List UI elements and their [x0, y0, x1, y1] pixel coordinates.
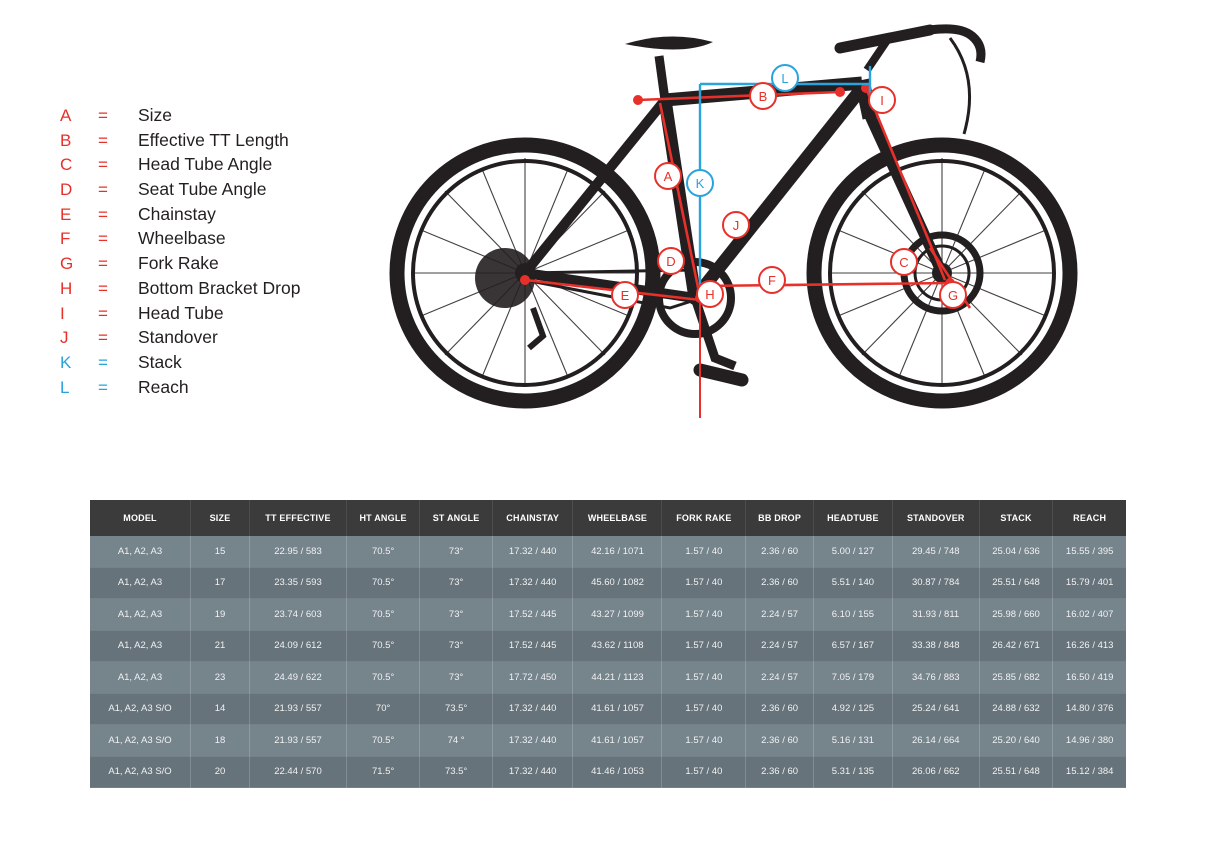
table-header [90, 500, 1126, 536]
column-header: CHAINSTAY [492, 500, 573, 536]
table-cell: 30.87 / 784 [892, 567, 979, 599]
legend-label: Standover [138, 327, 218, 348]
legend-label: Effective TT Length [138, 129, 289, 150]
table-cell: 1.57 / 40 [662, 693, 746, 725]
legend-row-b [60, 130, 390, 155]
table-cell: A1, A2, A3 [90, 599, 191, 631]
table-cell: 1.57 / 40 [662, 599, 746, 631]
legend-key: I [60, 303, 65, 323]
table-cell: 7.05 / 179 [813, 662, 892, 694]
table-cell: 29.45 / 748 [892, 536, 979, 567]
legend-label: Reach [138, 376, 189, 397]
callout-J [723, 212, 749, 238]
callout-D [658, 248, 684, 274]
callout-L [772, 65, 798, 91]
table-row [90, 630, 1126, 662]
table-cell: 15.55 / 395 [1053, 536, 1126, 567]
table-cell: 17.52 / 445 [492, 630, 573, 662]
table-cell: 2.36 / 60 [746, 567, 814, 599]
legend-row-i [60, 303, 390, 328]
legend-key: L [60, 377, 70, 397]
table-cell: 14.96 / 380 [1053, 725, 1126, 757]
geometry-spec-table [90, 500, 1126, 788]
table-cell: 20 [191, 756, 250, 788]
legend-row-l [60, 377, 390, 402]
legend-label: Wheelbase [138, 228, 226, 249]
table-cell: 70.5° [346, 536, 419, 567]
column-header: STACK [979, 500, 1053, 536]
table-cell: 24.09 / 612 [250, 630, 347, 662]
svg-text:A: A [663, 169, 673, 184]
table-cell: 45.60 / 1082 [573, 567, 662, 599]
svg-text:I: I [880, 93, 884, 108]
table-row [90, 756, 1126, 788]
column-header: FORK RAKE [662, 500, 746, 536]
column-header: BB DROP [746, 500, 814, 536]
table-cell: 70.5° [346, 599, 419, 631]
svg-text:C: C [899, 255, 909, 270]
table-cell: 5.51 / 140 [813, 567, 892, 599]
callout-C [891, 249, 917, 275]
table-cell: 42.16 / 1071 [573, 536, 662, 567]
column-header: SIZE [191, 500, 250, 536]
table-cell: 16.26 / 413 [1053, 630, 1126, 662]
legend-equals: = [98, 204, 108, 224]
table-cell: A1, A2, A3 [90, 630, 191, 662]
callout-A [655, 163, 681, 189]
column-header: TT EFFECTIVE [250, 500, 347, 536]
table-cell: 17.32 / 440 [492, 725, 573, 757]
table-cell: 5.00 / 127 [813, 536, 892, 567]
table-row [90, 599, 1126, 631]
legend-key: A [60, 106, 72, 125]
table-cell: 41.46 / 1053 [573, 756, 662, 788]
table-cell: 73.5° [420, 693, 493, 725]
table-cell: 1.57 / 40 [662, 567, 746, 599]
table-cell: 18 [191, 725, 250, 757]
table-cell: 2.36 / 60 [746, 693, 814, 725]
table-cell: 74 ° [420, 725, 493, 757]
table-cell: 43.27 / 1099 [573, 599, 662, 631]
table-cell: 73° [420, 630, 493, 662]
table-cell: 16.50 / 419 [1053, 662, 1126, 694]
legend-row-d [60, 179, 390, 204]
table-cell: 73.5° [420, 756, 493, 788]
svg-text:F: F [768, 273, 776, 288]
table-cell: 2.36 / 60 [746, 536, 814, 567]
table-cell: 2.24 / 57 [746, 662, 814, 694]
legend-equals: = [98, 106, 108, 125]
table-cell: 19 [191, 599, 250, 631]
table-row [90, 662, 1126, 694]
table-cell: 22.44 / 570 [250, 756, 347, 788]
table-cell: 41.61 / 1057 [573, 725, 662, 757]
legend-label: Head Tube Angle [138, 154, 273, 175]
column-header: HEADTUBE [813, 500, 892, 536]
table-cell: 5.31 / 135 [813, 756, 892, 788]
table-cell: 17 [191, 567, 250, 599]
legend-equals: = [98, 180, 108, 200]
table-cell: 24.49 / 622 [250, 662, 347, 694]
table-cell: 21 [191, 630, 250, 662]
legend-label: Chainstay [138, 203, 216, 224]
table-cell: 73° [420, 536, 493, 567]
legend-label: Size [138, 105, 173, 125]
table-cell: 70.5° [346, 725, 419, 757]
table-cell: 14 [191, 693, 250, 725]
table-cell: 71.5° [346, 756, 419, 788]
legend-row-f [60, 228, 390, 253]
table-cell: 1.57 / 40 [662, 630, 746, 662]
legend-equals: = [98, 278, 108, 298]
table-cell: 1.57 / 40 [662, 662, 746, 694]
table-row [90, 567, 1126, 599]
callout-E [612, 282, 638, 308]
legend-row-a [60, 105, 390, 130]
svg-text:J: J [732, 218, 740, 233]
table-cell: 15 [191, 536, 250, 567]
legend-row-j [60, 327, 390, 352]
table-cell: 6.10 / 155 [813, 599, 892, 631]
table-cell: 15.79 / 401 [1053, 567, 1126, 599]
table-cell: 41.61 / 1057 [573, 693, 662, 725]
table-cell: 25.51 / 648 [979, 567, 1053, 599]
legend [60, 105, 390, 401]
legend-label: Head Tube [138, 302, 224, 323]
legend-row-h [60, 278, 390, 303]
legend-key: K [60, 352, 72, 372]
legend-equals: = [98, 254, 108, 274]
table-cell: 25.98 / 660 [979, 599, 1053, 631]
legend-equals: = [98, 328, 108, 348]
table-cell: 73° [420, 662, 493, 694]
bike-geometry-diagram [370, 8, 1090, 448]
svg-text:K: K [695, 176, 705, 191]
svg-text:L: L [781, 71, 789, 86]
table-cell: 17.32 / 440 [492, 567, 573, 599]
column-header: HT ANGLE [346, 500, 419, 536]
table-cell: 2.36 / 60 [746, 725, 814, 757]
table-cell: 25.20 / 640 [979, 725, 1053, 757]
table-cell: 70.5° [346, 567, 419, 599]
callout-I [869, 87, 895, 113]
table-row [90, 693, 1126, 725]
table-cell: 33.38 / 848 [892, 630, 979, 662]
legend-key: F [60, 229, 71, 249]
table-cell: A1, A2, A3 [90, 536, 191, 567]
table-cell: 6.57 / 167 [813, 630, 892, 662]
legend-key: J [60, 328, 69, 348]
callout-B [750, 83, 776, 109]
callout-H [697, 281, 723, 307]
table-row [90, 536, 1126, 567]
column-header: STANDOVER [892, 500, 979, 536]
table-cell: 73° [420, 599, 493, 631]
legend-equals: = [98, 155, 108, 175]
table-cell: 5.16 / 131 [813, 725, 892, 757]
table-cell: A1, A2, A3 [90, 662, 191, 694]
legend-equals: = [98, 352, 108, 372]
table-cell: 14.80 / 376 [1053, 693, 1126, 725]
table-cell: 23.35 / 593 [250, 567, 347, 599]
legend-row-k [60, 352, 390, 377]
table-cell: A1, A2, A3 S/O [90, 693, 191, 725]
table-cell: 31.93 / 811 [892, 599, 979, 631]
table-body [90, 536, 1126, 788]
column-header: WHEELBASE [573, 500, 662, 536]
callout-F [759, 267, 785, 293]
column-header: REACH [1053, 500, 1126, 536]
table-cell: 70.5° [346, 630, 419, 662]
table-cell: 1.57 / 40 [662, 725, 746, 757]
svg-text:E: E [620, 288, 630, 303]
legend-equals: = [98, 377, 108, 397]
legend-key: C [60, 155, 73, 175]
legend-key: H [60, 278, 73, 298]
table-cell: 23.74 / 603 [250, 599, 347, 631]
svg-text:D: D [666, 254, 676, 269]
table-cell: 17.32 / 440 [492, 693, 573, 725]
table-cell: 26.42 / 671 [979, 630, 1053, 662]
table-cell: 17.52 / 445 [492, 599, 573, 631]
table-cell: 23 [191, 662, 250, 694]
table-cell: 26.06 / 662 [892, 756, 979, 788]
svg-text:B: B [758, 89, 768, 104]
callout-G [940, 282, 966, 308]
table-cell: 2.36 / 60 [746, 756, 814, 788]
callout-K [687, 170, 713, 196]
table-cell: 34.76 / 883 [892, 662, 979, 694]
table-cell: A1, A2, A3 [90, 567, 191, 599]
legend-row-c [60, 154, 390, 179]
svg-text:G: G [947, 288, 959, 303]
table-cell: 25.04 / 636 [979, 536, 1053, 567]
legend-equals: = [98, 229, 108, 249]
table-cell: 43.62 / 1108 [573, 630, 662, 662]
table-header-row [90, 500, 1126, 536]
table-cell: 15.12 / 384 [1053, 756, 1126, 788]
legend-equals: = [98, 303, 108, 323]
column-header: ST ANGLE [420, 500, 493, 536]
table-cell: 73° [420, 567, 493, 599]
legend-label: Bottom Bracket Drop [138, 277, 301, 298]
table-cell: 22.95 / 583 [250, 536, 347, 567]
table-cell: 1.57 / 40 [662, 756, 746, 788]
table-cell: 44.21 / 1123 [573, 662, 662, 694]
legend-label: Fork Rake [138, 253, 219, 274]
table-cell: 2.24 / 57 [746, 599, 814, 631]
table-cell: 1.57 / 40 [662, 536, 746, 567]
legend-key: D [60, 180, 73, 200]
table-cell: 21.93 / 557 [250, 693, 347, 725]
table-cell: 21.93 / 557 [250, 725, 347, 757]
column-header: MODEL [90, 500, 191, 536]
legend-label: Stack [138, 351, 182, 372]
legend-equals: = [98, 130, 108, 150]
table-cell: A1, A2, A3 S/O [90, 756, 191, 788]
table-cell: 25.51 / 648 [979, 756, 1053, 788]
legend-row-g [60, 253, 390, 278]
table-row [90, 725, 1126, 757]
table-cell: 17.32 / 440 [492, 536, 573, 567]
legend-key: E [60, 204, 72, 224]
legend-key: B [60, 130, 72, 150]
table-cell: 17.32 / 440 [492, 756, 573, 788]
table-cell: 4.92 / 125 [813, 693, 892, 725]
table-cell: 70.5° [346, 662, 419, 694]
table-cell: 26.14 / 664 [892, 725, 979, 757]
table-cell: 17.72 / 450 [492, 662, 573, 694]
legend-key: G [60, 254, 74, 274]
table-cell: 2.24 / 57 [746, 630, 814, 662]
table-cell: A1, A2, A3 S/O [90, 725, 191, 757]
table-cell: 25.85 / 682 [979, 662, 1053, 694]
legend-row-e [60, 204, 390, 229]
table-cell: 24.88 / 632 [979, 693, 1053, 725]
table-cell: 16.02 / 407 [1053, 599, 1126, 631]
svg-text:H: H [705, 287, 715, 302]
legend-label: Seat Tube Angle [138, 179, 267, 200]
table-cell: 25.24 / 641 [892, 693, 979, 725]
table-cell: 70° [346, 693, 419, 725]
